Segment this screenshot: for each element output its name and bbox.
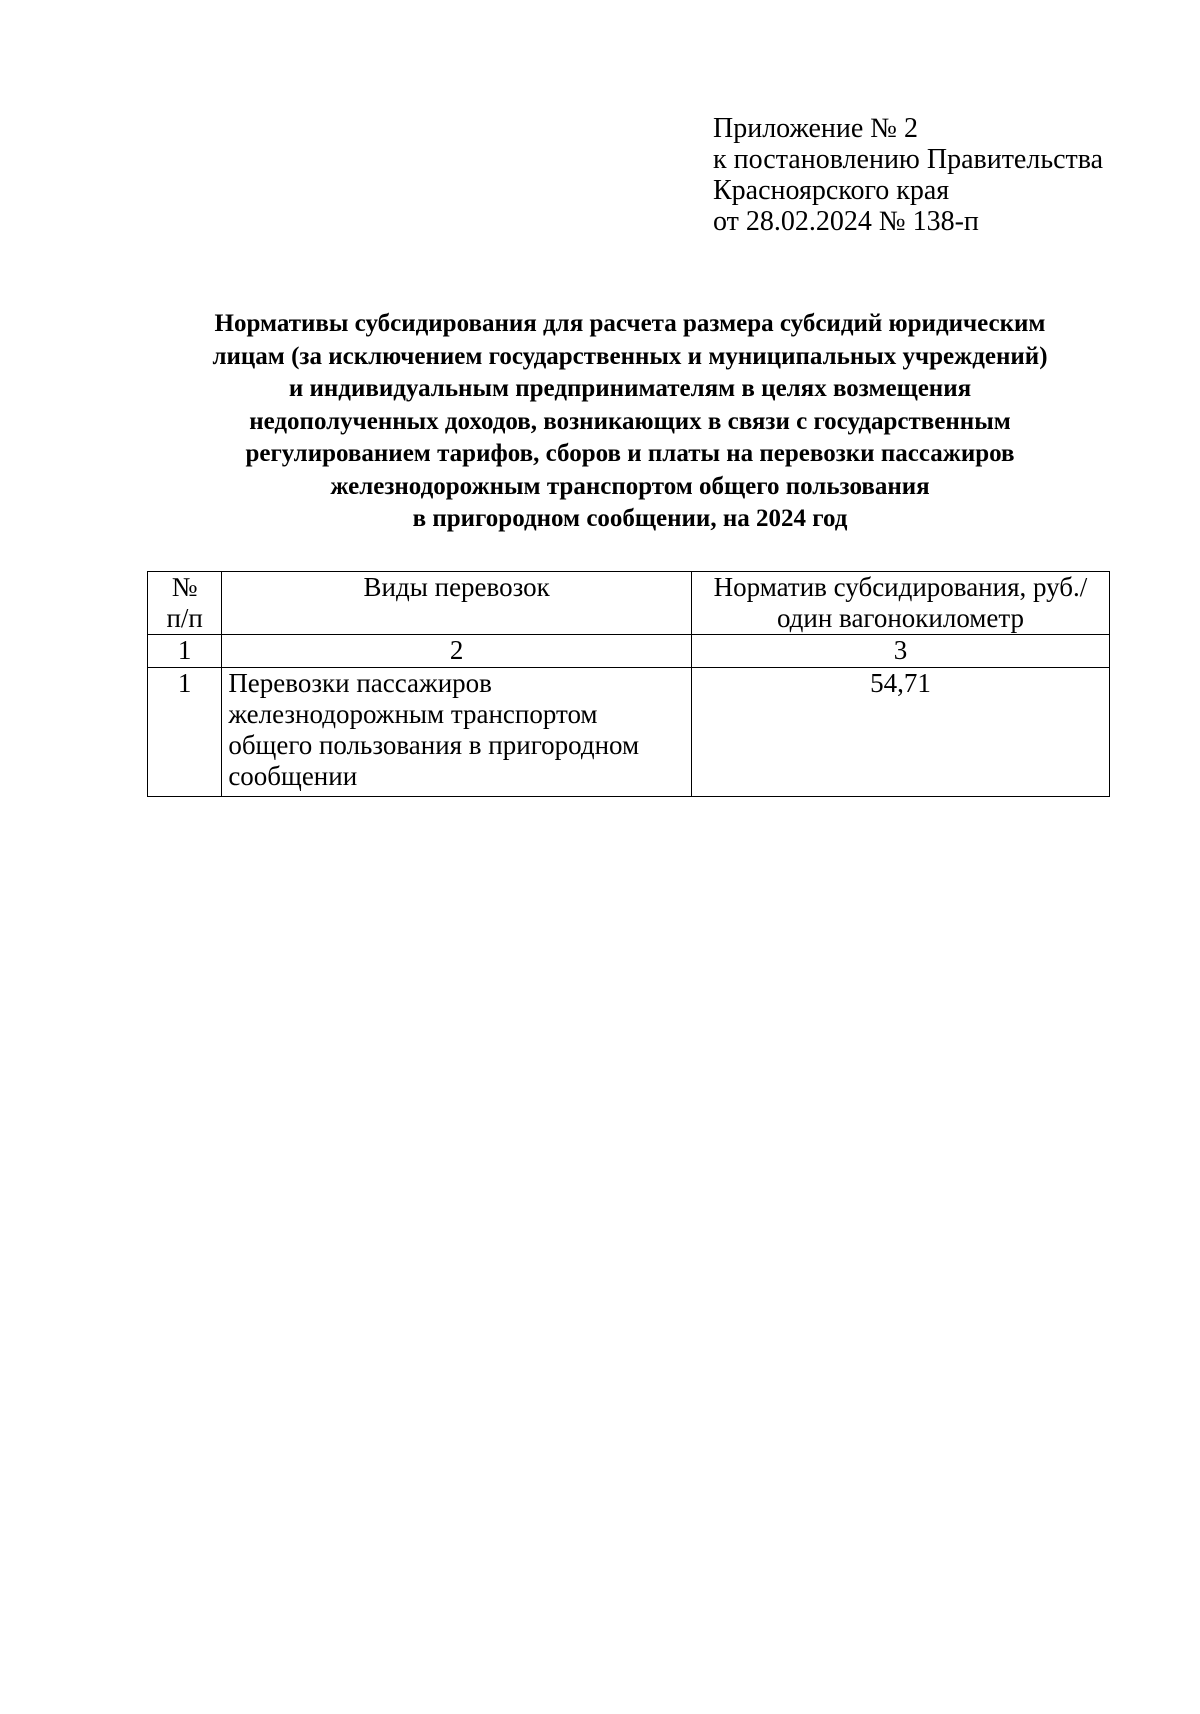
title-line: лицам (за исключением государственных и муниципальных учреждений): [212, 342, 1048, 370]
header-cell-number: [148, 572, 222, 635]
document-title: [140, 308, 1120, 536]
title-line: и индивидуальным предпринимателям в целях возмещения: [288, 375, 972, 402]
appendix-date-number: от 28.02.2024 № 138-п: [713, 206, 979, 237]
title-line: регулированием тарифов, сборов и платы на перевозки пассажиров: [245, 440, 1015, 467]
title-line: Нормативы субсидирования для расчета размера субсидий юридическим: [214, 310, 1046, 337]
row-number-cell: 1: [148, 668, 222, 797]
table-row: [148, 668, 1110, 797]
column-index-cell: 1: [148, 635, 222, 668]
row-subsidy-norm-cell: 54,71: [691, 668, 1109, 797]
header-number-label: п/п: [166, 603, 203, 633]
header-number-symbol: №: [171, 572, 198, 602]
header-cell-subsidy-norm: [691, 572, 1109, 635]
title-line: в пригородном сообщении, на 2024 год: [412, 505, 848, 532]
table-header-row: [148, 572, 1110, 635]
transport-type-line: железнодорожным транспортом: [228, 699, 598, 729]
header-subsidy-norm-line: один вагонокилометр: [776, 603, 1024, 633]
column-index-cell: 3: [691, 635, 1109, 668]
header-cell-transport-type: [222, 572, 692, 635]
appendix-resolution-ref: к постановлению Правительства: [713, 144, 1104, 175]
appendix-region: Красноярского края: [713, 175, 950, 206]
row-transport-type-cell: [222, 668, 692, 797]
subsidy-norms-table: [147, 571, 1110, 797]
header-transport-type-label: Виды перевозок: [363, 572, 550, 602]
transport-type-line: Перевозки пассажиров: [228, 668, 492, 698]
transport-type-line: общего пользования в пригородном: [228, 730, 640, 760]
title-line: недополученных доходов, возникающих в связи с государственным: [249, 407, 1011, 435]
column-index-cell: 2: [222, 635, 692, 668]
table-column-index-row: [148, 635, 1110, 668]
appendix-number: Приложение № 2: [713, 113, 918, 144]
header-subsidy-norm-line: Норматив субсидирования, руб./: [713, 572, 1088, 602]
title-line: железнодорожным транспортом общего пользования: [330, 472, 930, 500]
transport-type-line: сообщении: [228, 761, 358, 791]
appendix-header: [713, 113, 1173, 237]
